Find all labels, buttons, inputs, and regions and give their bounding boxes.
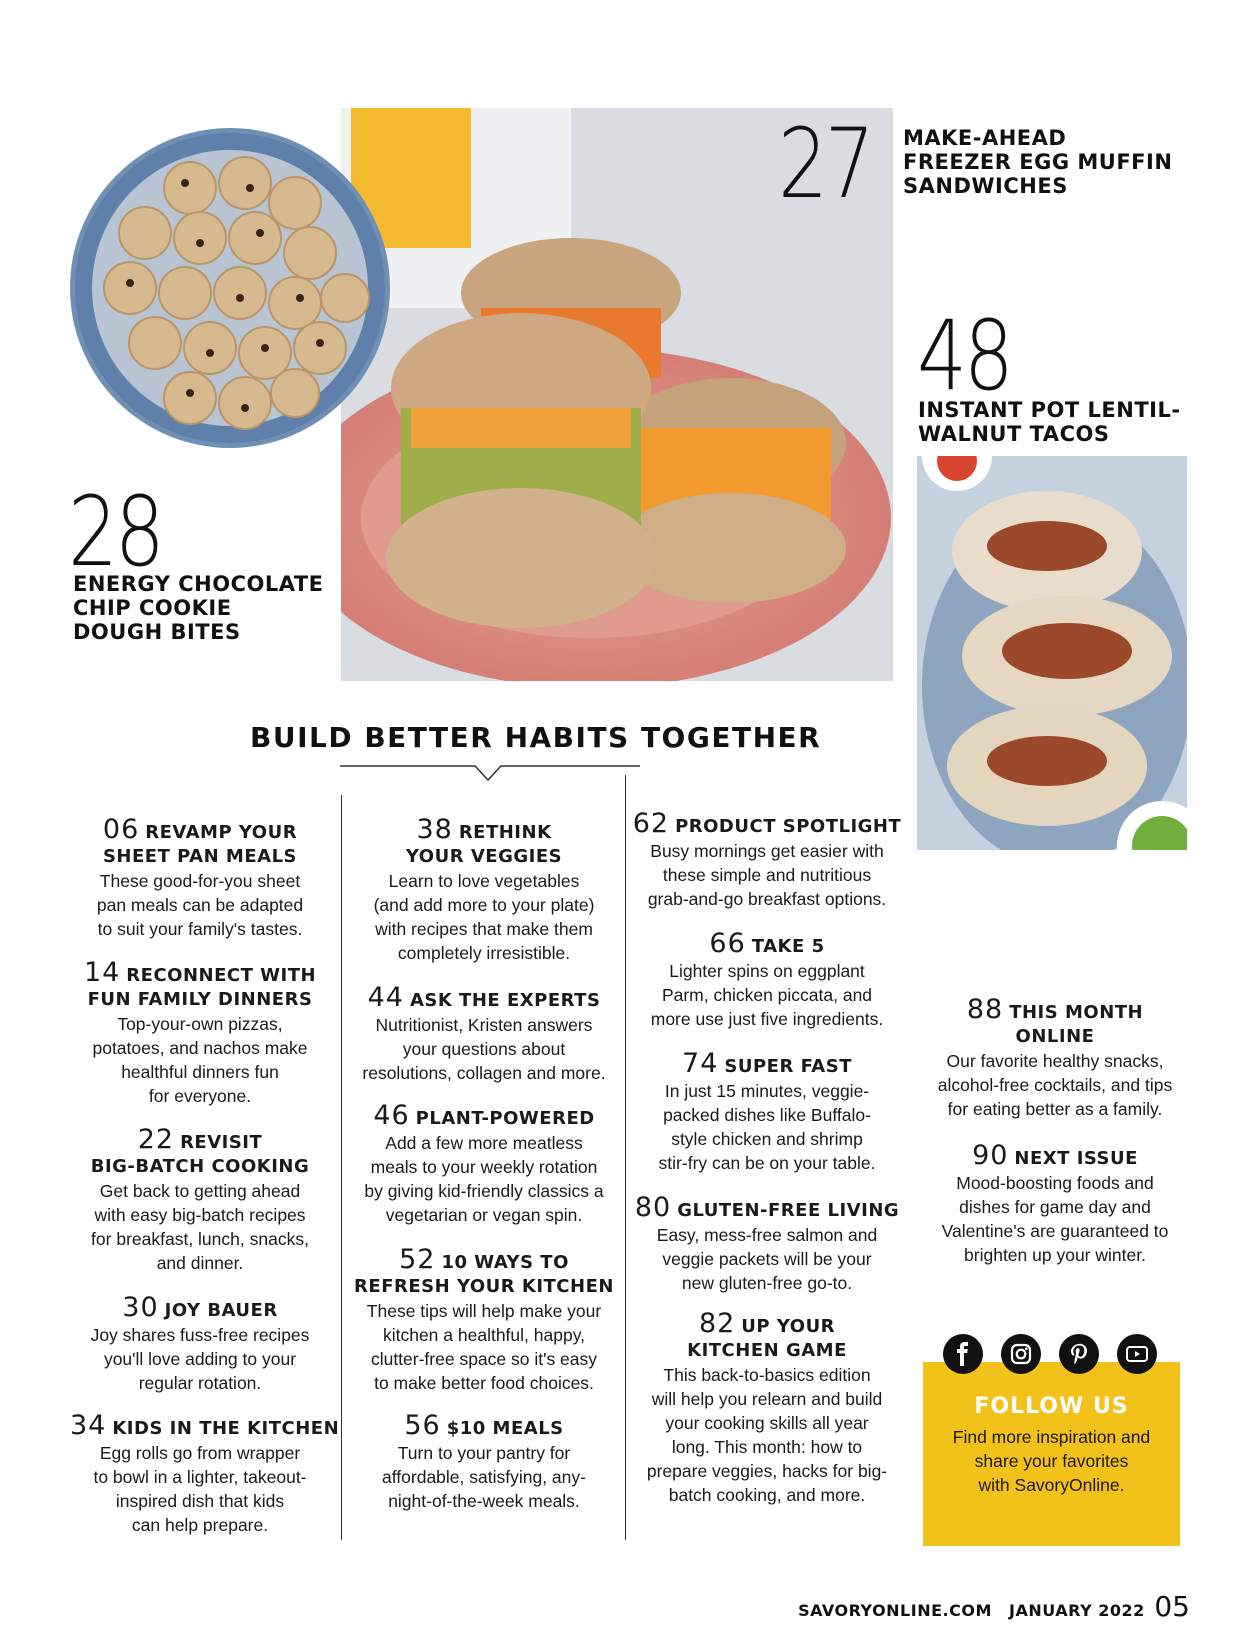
column-divider-2 bbox=[625, 775, 626, 1540]
item-subheading: FUN FAMILY DINNERS bbox=[87, 989, 313, 1010]
item-desc-line: and dinner. bbox=[156, 1253, 244, 1273]
feature-48-number: 48 bbox=[917, 300, 1011, 412]
feature-27-line-1: MAKE-AHEAD bbox=[903, 126, 1067, 150]
toc-item-30[interactable] bbox=[70, 1292, 330, 1395]
item-heading: TAKE 5 bbox=[751, 936, 825, 957]
follow-us-desc-line: with SavoryOnline. bbox=[978, 1475, 1125, 1495]
item-heading: REVISIT bbox=[180, 1132, 263, 1153]
page-number: 46 bbox=[373, 1100, 410, 1131]
toc-item-44[interactable] bbox=[352, 982, 616, 1085]
item-desc-line: Mood-boosting foods and bbox=[956, 1173, 1154, 1193]
follow-us-title: FOLLOW US bbox=[974, 1394, 1129, 1419]
item-desc-line: dishes for game day and bbox=[959, 1197, 1151, 1217]
item-desc-line: will help you relearn and build bbox=[651, 1389, 883, 1409]
item-heading: PRODUCT SPOTLIGHT bbox=[675, 816, 902, 837]
item-desc-line: to suit your family's tastes. bbox=[97, 919, 303, 939]
toc-item-34[interactable] bbox=[70, 1410, 340, 1537]
feature-27-number: 27 bbox=[778, 108, 872, 220]
item-heading: $10 MEALS bbox=[446, 1418, 564, 1439]
item-desc-line: potatoes, and nachos make bbox=[92, 1038, 308, 1058]
toc-item-56[interactable] bbox=[352, 1410, 616, 1513]
item-desc-line: Get back to getting ahead bbox=[99, 1181, 301, 1201]
item-desc-line: Our favorite healthy snacks, bbox=[946, 1051, 1164, 1071]
item-desc-line: Parm, chicken piccata, and bbox=[661, 985, 873, 1005]
item-desc-line: Joy shares fuss-free recipes bbox=[90, 1325, 310, 1345]
item-heading: REVAMP YOUR bbox=[145, 822, 298, 843]
item-heading: SUPER FAST bbox=[724, 1056, 852, 1077]
item-desc-line: these simple and nutritious bbox=[662, 865, 872, 885]
item-heading: 10 WAYS TO bbox=[441, 1252, 569, 1273]
item-desc-line: completely irresistible. bbox=[397, 943, 571, 963]
toc-item-66[interactable] bbox=[632, 928, 902, 1031]
follow-us-desc-line: share your favorites bbox=[974, 1451, 1129, 1471]
item-subheading: KITCHEN GAME bbox=[687, 1340, 847, 1361]
item-desc-line: for everyone. bbox=[148, 1086, 252, 1106]
page-number: 56 bbox=[404, 1410, 441, 1441]
item-desc-line: Nutritionist, Kristen answers bbox=[375, 1015, 593, 1035]
feature-48-title bbox=[918, 398, 1181, 446]
item-desc-line: style chicken and shrimp bbox=[671, 1129, 863, 1149]
page-number: 88 bbox=[966, 994, 1004, 1025]
item-heading: JOY BAUER bbox=[164, 1300, 278, 1321]
item-heading: RECONNECT WITH bbox=[126, 965, 317, 986]
feature-28-number: 28 bbox=[68, 476, 162, 588]
page-number: 66 bbox=[709, 928, 746, 959]
follow-us-desc bbox=[923, 1425, 1180, 1497]
page-number: 52 bbox=[399, 1244, 436, 1275]
item-subheading: ONLINE bbox=[1015, 1026, 1095, 1047]
feature-28-line-1: ENERGY CHOCOLATE bbox=[73, 572, 324, 596]
page-number: 30 bbox=[122, 1292, 159, 1323]
toc-item-06[interactable] bbox=[70, 814, 330, 941]
toc-item-88[interactable] bbox=[915, 994, 1195, 1121]
item-desc-line: batch cooking, and more. bbox=[668, 1485, 866, 1505]
toc-item-90[interactable] bbox=[915, 1140, 1195, 1267]
toc-item-80[interactable] bbox=[632, 1192, 902, 1295]
lentil-walnut-tacos-photo bbox=[917, 456, 1187, 850]
toc-item-46[interactable] bbox=[352, 1100, 616, 1227]
feature-48-line-1: INSTANT POT LENTIL- bbox=[918, 398, 1181, 422]
footer-site[interactable]: SAVORYONLINE.COM bbox=[798, 1601, 992, 1620]
item-desc-line: veggie packets will be your bbox=[662, 1249, 872, 1269]
pinterest-icon[interactable] bbox=[1059, 1334, 1099, 1374]
item-heading: GLUTEN-FREE LIVING bbox=[677, 1200, 900, 1221]
page-number: 62 bbox=[632, 808, 670, 839]
item-heading: UP YOUR bbox=[741, 1316, 836, 1337]
feature-27-line-2: FREEZER EGG MUFFIN bbox=[903, 150, 1173, 174]
feature-28-title bbox=[73, 572, 324, 644]
item-heading: PLANT-POWERED bbox=[415, 1108, 595, 1129]
item-desc-line: meals to your weekly rotation bbox=[370, 1157, 598, 1177]
facebook-icon[interactable] bbox=[943, 1334, 983, 1374]
item-desc-line: packed dishes like Buffalo- bbox=[663, 1105, 871, 1125]
item-desc-line: your cooking skills all year bbox=[665, 1413, 869, 1433]
item-desc-line: This back-to-basics edition bbox=[663, 1365, 871, 1385]
item-heading: ASK THE EXPERTS bbox=[409, 990, 601, 1011]
page-number: 44 bbox=[367, 982, 404, 1013]
feature-48-line-2: WALNUT TACOS bbox=[918, 422, 1110, 446]
item-desc-line: clutter-free space so it's easy bbox=[370, 1349, 598, 1369]
item-desc-line: prepare veggies, hacks for big- bbox=[646, 1461, 888, 1481]
footer-page-number: 05 bbox=[1154, 1590, 1190, 1623]
item-desc-line: vegetarian or vegan spin. bbox=[385, 1205, 583, 1225]
page-number: 82 bbox=[698, 1308, 736, 1339]
item-desc-line: more use just five ingredients. bbox=[650, 1009, 884, 1029]
item-desc-line: long. This month: how to bbox=[671, 1437, 863, 1457]
item-heading: NEXT ISSUE bbox=[1014, 1148, 1138, 1169]
column-divider-1 bbox=[341, 795, 342, 1540]
item-desc-line: for breakfast, lunch, snacks, bbox=[91, 1229, 309, 1249]
page-number: 22 bbox=[137, 1124, 175, 1155]
footer-issue: JANUARY 2022 bbox=[1009, 1601, 1145, 1620]
item-heading: KIDS IN THE KITCHEN bbox=[112, 1418, 340, 1439]
item-desc-line: Turn to your pantry for bbox=[397, 1443, 571, 1463]
feature-27-line-3: SANDWICHES bbox=[903, 174, 1068, 198]
item-desc-line: with recipes that make them bbox=[375, 919, 593, 939]
item-desc-line: by giving kid-friendly classics a bbox=[364, 1181, 604, 1201]
item-desc-line: Valentine's are guaranteed to bbox=[941, 1221, 1169, 1241]
toc-item-82[interactable] bbox=[632, 1308, 902, 1507]
item-desc-line: you'll love adding to your bbox=[103, 1349, 297, 1369]
page-number: 80 bbox=[634, 1192, 672, 1223]
item-desc-line: to bowl in a lighter, takeout- bbox=[93, 1467, 307, 1487]
toc-item-22[interactable] bbox=[70, 1124, 330, 1275]
item-heading: THIS MONTH bbox=[1009, 1002, 1144, 1023]
item-desc-line: for eating better as a family. bbox=[947, 1099, 1163, 1119]
item-desc-line: stir-fry can be on your table. bbox=[658, 1153, 876, 1173]
item-subheading: YOUR VEGGIES bbox=[405, 846, 563, 867]
item-desc-line: Add a few more meatless bbox=[385, 1133, 583, 1153]
toc-item-14[interactable] bbox=[70, 957, 330, 1108]
item-desc-line: kitchen a healthful, happy, bbox=[382, 1325, 586, 1345]
item-subheading: REFRESH YOUR KITCHEN bbox=[354, 1276, 614, 1297]
item-desc-line: regular rotation. bbox=[138, 1373, 262, 1393]
item-desc-line: Learn to love vegetables bbox=[388, 871, 580, 891]
page-number: 14 bbox=[83, 957, 121, 988]
feature-28-line-3: DOUGH BITES bbox=[73, 620, 241, 644]
item-desc-line: (and add more to your plate) bbox=[373, 895, 595, 915]
toc-item-38[interactable] bbox=[352, 814, 616, 965]
instagram-icon[interactable] bbox=[1001, 1334, 1041, 1374]
item-desc-line: Egg rolls go from wrapper bbox=[99, 1443, 301, 1463]
item-desc-line: affordable, satisfying, any- bbox=[382, 1467, 586, 1487]
youtube-icon[interactable] bbox=[1117, 1334, 1157, 1374]
item-desc-line: alcohol-free cocktails, and tips bbox=[937, 1075, 1173, 1095]
item-desc-line: Busy mornings get easier with bbox=[650, 841, 884, 861]
footer bbox=[798, 1590, 1190, 1623]
item-desc-line: night-of-the-week meals. bbox=[388, 1491, 580, 1511]
feature-27-title bbox=[903, 126, 1172, 198]
toc-item-74[interactable] bbox=[632, 1048, 902, 1175]
section-title: BUILD BETTER HABITS TOGETHER bbox=[250, 721, 822, 754]
item-subheading: BIG-BATCH COOKING bbox=[90, 1156, 310, 1177]
item-desc-line: with easy big-batch recipes bbox=[94, 1205, 306, 1225]
item-desc-line: Lighter spins on eggplant bbox=[669, 961, 865, 981]
item-desc-line: can help prepare. bbox=[131, 1515, 269, 1535]
item-subheading: SHEET PAN MEALS bbox=[102, 846, 298, 867]
item-desc-line: grab-and-go breakfast options. bbox=[647, 889, 887, 909]
cookie-dough-bites-photo bbox=[70, 128, 390, 448]
follow-us-desc-line: Find more inspiration and bbox=[952, 1427, 1151, 1447]
feature-28-line-2: CHIP COOKIE bbox=[73, 596, 232, 620]
page-number: 34 bbox=[70, 1410, 107, 1441]
page-number: 38 bbox=[416, 814, 453, 845]
toc-item-62[interactable] bbox=[632, 808, 902, 911]
item-desc-line: inspired dish that kids bbox=[115, 1491, 285, 1511]
item-desc-line: your questions about bbox=[402, 1039, 566, 1059]
page-number: 74 bbox=[682, 1048, 719, 1079]
page-number: 06 bbox=[102, 814, 140, 845]
item-desc-line: Easy, mess-free salmon and bbox=[656, 1225, 878, 1245]
item-desc-line: These good-for-you sheet bbox=[99, 871, 301, 891]
toc-item-52[interactable] bbox=[352, 1244, 616, 1395]
item-desc-line: healthful dinners fun bbox=[121, 1062, 279, 1082]
item-desc-line: These tips will help make your bbox=[366, 1301, 602, 1321]
item-desc-line: to make better food choices. bbox=[374, 1373, 594, 1393]
item-desc-line: Top-your-own pizzas, bbox=[117, 1014, 283, 1034]
item-desc-line: In just 15 minutes, veggie- bbox=[664, 1081, 870, 1101]
item-desc-line: pan meals can be adapted bbox=[96, 895, 304, 915]
item-desc-line: brighten up your winter. bbox=[964, 1245, 1146, 1265]
item-desc-line: new gluten-free go-to. bbox=[681, 1273, 853, 1293]
section-title-underline bbox=[340, 758, 640, 784]
item-desc-line: resolutions, collagen and more. bbox=[362, 1063, 606, 1083]
item-heading: RETHINK bbox=[458, 822, 552, 843]
page-number: 90 bbox=[972, 1140, 1009, 1171]
